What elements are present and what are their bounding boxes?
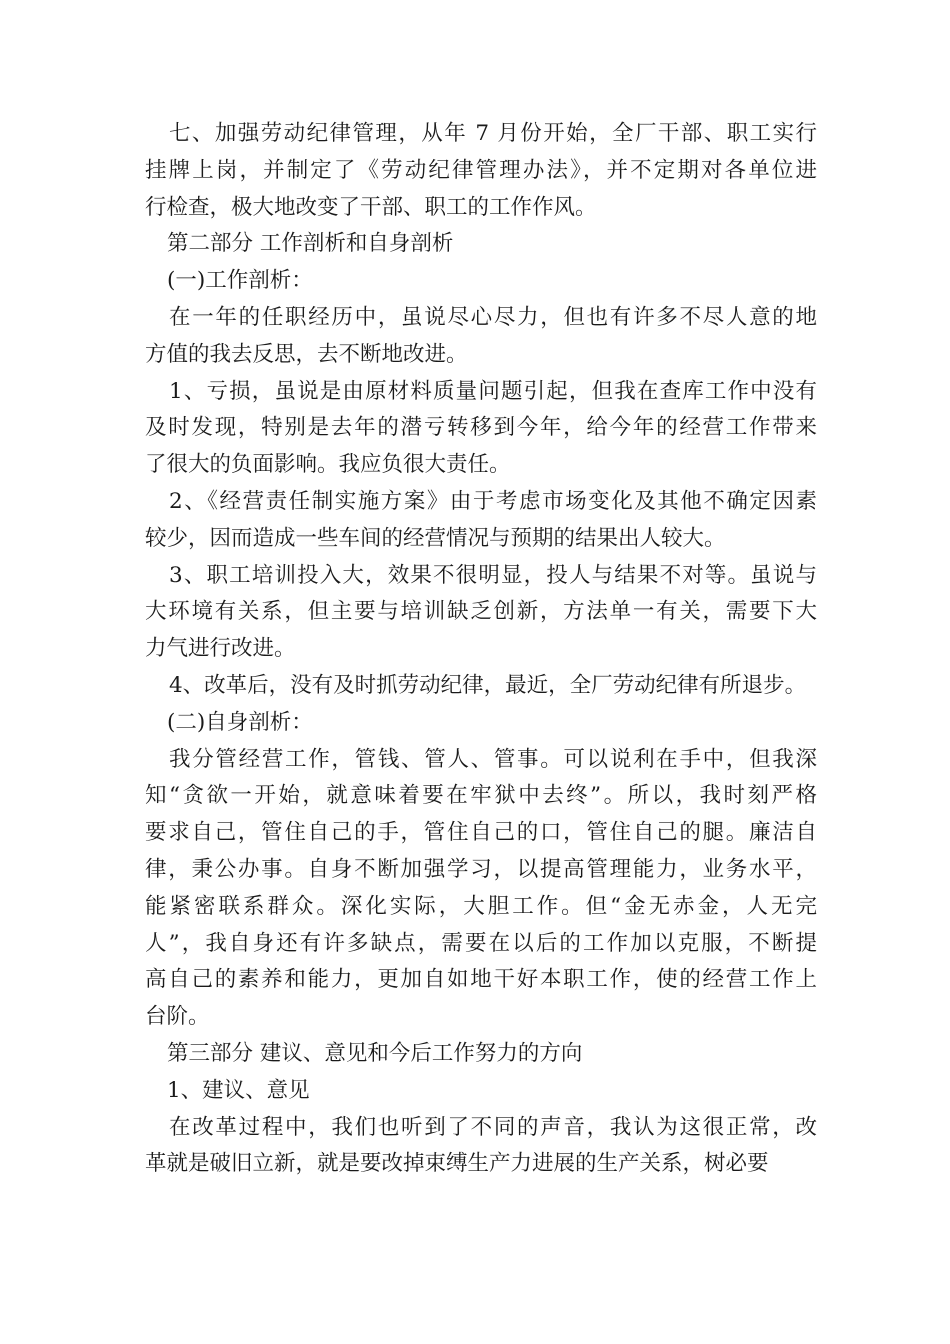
text-line: 革就是破旧立新，就是要改掉束缚生产力进展的生产关系，树必要 <box>145 1151 769 1177</box>
subheading-self-analysis <box>145 705 817 742</box>
text-line: 1、亏损，虽说是由原材料质量问题引起，但我在查库工作中没有 <box>169 378 817 404</box>
text-line: 人”，我自身还有许多缺点，需要在以后的工作加以克服，不断提 <box>145 930 817 956</box>
text-line: 律，秉公办事。自身不断加强学习，以提高管理能力，业务水平， <box>145 856 817 882</box>
text-line: 要求自己，管住自己的手，管住自己的口，管住自己的腿。廉洁自 <box>145 820 817 846</box>
text-line: 在一年的任职经历中，虽说尽心尽力，但也有许多不尽人意的地 <box>169 304 817 330</box>
paragraph-item-4 <box>145 668 817 705</box>
text-line: 4、改革后，没有及时抓劳动纪律，最近，全厂劳动纪律有所退步。 <box>169 672 807 698</box>
text-line: 高自己的素养和能力，更加自如地干好本职工作，使的经营工作上 <box>145 967 817 993</box>
text-line: 在改革过程中，我们也听到了不同的声音，我认为这很正常，改 <box>169 1114 817 1140</box>
text-line: 方值的我去反思，去不断地改进。 <box>145 341 468 367</box>
paragraph-item-1 <box>145 374 817 484</box>
text-line: 知“贪欲一开始，就意味着要在牢狱中去终”。所以，我时刻严格 <box>145 783 817 809</box>
text-line: 力气进行改进。 <box>145 636 296 662</box>
text-line: (二)自身剖析： <box>167 709 313 735</box>
paragraph-work-intro <box>145 300 817 374</box>
text-line: 我分管经营工作，管钱、管人、管事。可以说利在手中，但我深 <box>169 746 817 772</box>
document-body <box>145 116 817 1183</box>
subheading-suggestions <box>145 1073 817 1110</box>
text-line: 第三部分 建议、意见和今后工作努力的方向 <box>167 1040 583 1066</box>
text-line: (一)工作剖析： <box>167 268 313 294</box>
text-line: 七、加强劳动纪律管理，从年 7 月份开始，全厂干部、职工实行 <box>169 121 817 146</box>
text-line: 及时发现，特别是去年的潜亏转移到今年，给今年的经营工作带来 <box>145 415 817 441</box>
section-heading-part2 <box>145 226 817 263</box>
text-line: 大环境有关系，但主要与培训缺乏创新，方法单一有关，需要下大 <box>145 599 817 625</box>
text-line: 行检查，极大地改变了干部、职工的工作作风。 <box>145 194 597 220</box>
section-heading-part3 <box>145 1036 817 1073</box>
text-line: 1、建议、意见 <box>167 1077 310 1103</box>
text-line: 3、职工培训投入大，效果不很明显，投人与结果不对等。虽说与 <box>169 562 817 588</box>
text-line: 2、《经营责任制实施方案》由于考虑市场变化及其他不确定因素 <box>169 488 817 514</box>
text-line: 台阶。 <box>145 1004 210 1030</box>
paragraph-reform <box>145 1110 817 1184</box>
subheading-work-analysis <box>145 263 817 300</box>
text-line: 较少，因而造成一些车间的经营情况与预期的结果出人较大。 <box>145 525 726 551</box>
text-line: 第二部分 工作剖析和自身剖析 <box>167 231 454 257</box>
paragraph-self-analysis <box>145 742 817 1036</box>
text-line: 挂牌上岗，并制定了《劳动纪律管理办法》，并不定期对各单位进 <box>145 157 817 183</box>
text-line: 能紧密联系群众。深化实际，大胆工作。但“金无赤金，人无完 <box>145 893 817 919</box>
text-line: 了很大的负面影响。我应负很大责任。 <box>145 452 511 478</box>
paragraph-item-2 <box>145 484 817 558</box>
paragraph-item-3 <box>145 558 817 668</box>
paragraph-discipline <box>145 116 817 226</box>
